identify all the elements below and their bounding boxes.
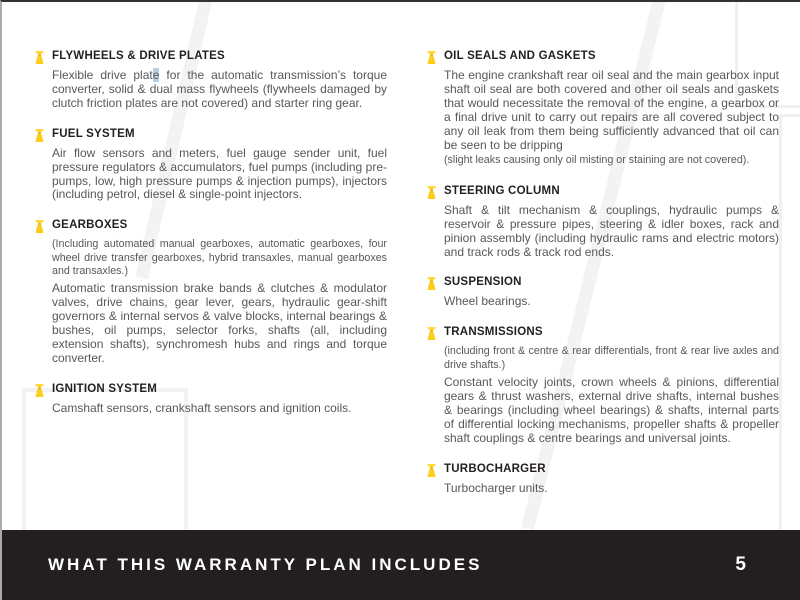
section-title: SUSPENSION <box>444 276 522 289</box>
section-body: Camshaft sensors, crankshaft sensors and ignition coils. <box>52 400 352 415</box>
section-title: OIL SEALS AND GASKETS <box>444 50 596 62</box>
spark-plug-icon <box>427 327 436 340</box>
spark-plug-icon <box>35 220 44 233</box>
section-oil-seals-gaskets <box>427 50 779 168</box>
watermark-outline-shape <box>779 114 800 569</box>
section-heading <box>427 276 779 290</box>
text-selection: e <box>152 68 160 82</box>
body-text-rest: for the automatic transmission’s torque converter, solid & dual mass flywheels (flywheels damaged by clutch friction plates are not covered) and starter ring gear. <box>52 68 388 110</box>
section-heading <box>35 383 387 397</box>
section-body: Air flow sensors and meters, fuel gauge sender unit, fuel pressure regulators & accumulators, fuel pumps (including pre-pumps, low, high pressure pumps & injection pumps), injectors (including petrol, diesel & single-point injectors. <box>52 145 387 202</box>
spark-plug-icon <box>427 277 436 290</box>
section-note: (including front & centre & rear differentials, front & rear live axles and drive shafts.) <box>444 345 779 371</box>
section-body: Shaft & tilt mechanism & couplings, hydraulic pumps & reservoir & pressure pipes, steering & idler boxes, rack and pinion assembly (including hydraulic rams and electric motors) and track rods & track rod ends. <box>444 202 779 259</box>
section-heading <box>427 50 779 64</box>
section-title: TRANSMISSIONS <box>444 326 543 339</box>
section-body: Constant velocity joints, crown wheels & pinions, differential gears & thrust washers, external drive shafts, internal bushes & bearings (including wheel bearings) & shafts, internal parts of differential locking mechanisms, propeller shafts & propeller shaft couplings & centre bearings and universal joints. <box>444 375 779 445</box>
section-title: STEERING COLUMN <box>444 184 560 197</box>
section-transmissions <box>427 326 779 445</box>
section-ignition-system <box>35 383 387 416</box>
section-fuel-system <box>35 128 387 203</box>
section-body <box>52 69 387 111</box>
spark-plug-icon <box>427 186 436 199</box>
section-note: (Including automated manual gearboxes, automatic gearboxes, four wheel drive transfer gearboxes, hybrid transaxles, manual gearboxes and transaxles.) <box>52 238 387 278</box>
spark-plug-icon <box>35 129 44 142</box>
page-content <box>35 50 779 496</box>
section-heading <box>427 463 779 477</box>
section-body: Wheel bearings. <box>444 294 531 309</box>
section-steering-column <box>427 185 779 260</box>
section-body: Automatic transmission brake bands & clutches & modulator valves, drive chains, gear lever, gears, hydraulic gear-shift governors & internal servos & valve blocks, internal bearings & bushes, oil pumps, selector forks, shafts (all, including extension shafts), synchromesh hubs and rings and torque converter. <box>52 281 387 365</box>
section-title: GEARBOXES <box>52 219 128 232</box>
section-title: FLYWHEELS & DRIVE PLATES <box>52 50 225 62</box>
section-note: (slight leaks causing only oil misting or staining are not covered). <box>444 154 750 167</box>
section-gearboxes <box>35 219 387 366</box>
spark-plug-icon <box>35 384 44 397</box>
section-heading <box>427 326 779 340</box>
section-body: The engine crankshaft rear oil seal and the main gearbox input shaft oil seal are both covered and other oil seals and gaskets that would necessitate the removal of the engine, a gearbox or a final drive unit to carry out repairs are all covered subject to any oil leak from them being sufficiently advanced that oil can be seen to be dripping <box>444 68 779 152</box>
spark-plug-icon <box>427 51 436 64</box>
spark-plug-icon <box>427 464 436 477</box>
section-title: TURBOCHARGER <box>444 462 546 475</box>
section-heading <box>35 219 387 233</box>
section-suspension <box>427 276 779 309</box>
left-column <box>35 50 387 496</box>
section-title: IGNITION SYSTEM <box>52 382 158 395</box>
section-heading <box>35 50 387 64</box>
right-column <box>427 50 779 496</box>
body-text-lead: Flexible drive plat <box>52 68 153 82</box>
footer-title: WHAT THIS WARRANTY PLAN INCLUDES <box>48 555 483 574</box>
section-body: Turbocharger units. <box>444 480 548 495</box>
section-heading <box>35 128 387 142</box>
section-heading <box>427 185 779 199</box>
spark-plug-icon <box>35 51 44 64</box>
section-flywheels-drive-plates <box>35 50 387 111</box>
page-number: 5 <box>735 554 746 575</box>
footer-bar <box>2 530 800 600</box>
section-turbocharger <box>427 463 779 496</box>
section-title: FUEL SYSTEM <box>52 127 135 140</box>
